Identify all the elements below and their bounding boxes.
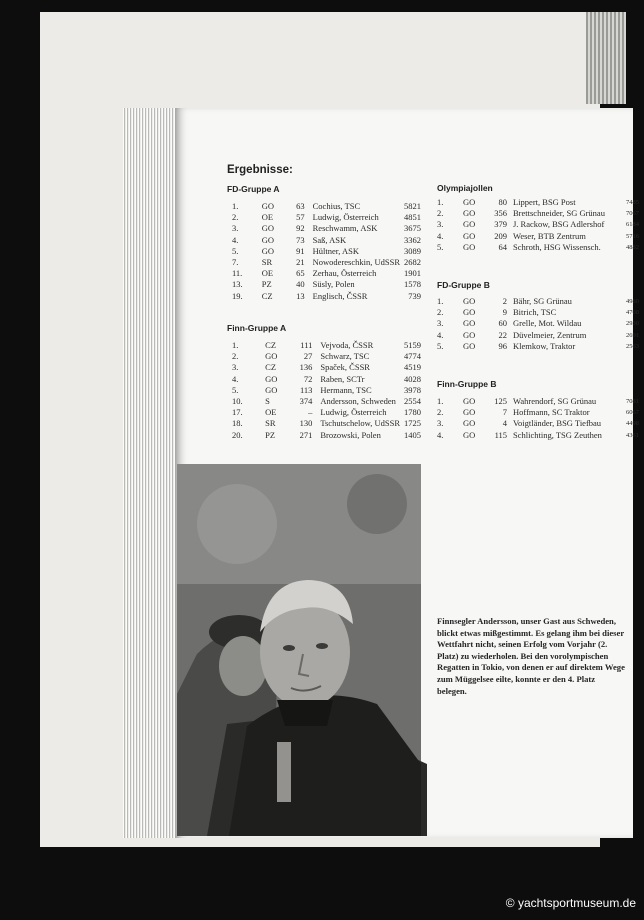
result-pts: 5159 [404, 340, 421, 350]
result-name: Saß, ASK [312, 234, 347, 245]
table-row [230, 430, 423, 441]
table-row [435, 407, 641, 418]
result-name: Reschwamm, ASK [312, 223, 378, 234]
result-num: 40 [296, 279, 305, 290]
table-row [435, 208, 641, 219]
result-nat: GO [463, 329, 476, 340]
result-name: Süsly, Polen [312, 279, 355, 290]
result-num: 27 [303, 351, 313, 362]
result-nat: GO [463, 208, 476, 219]
result-rank: 1. [232, 201, 239, 211]
result-pts: 1405 [404, 429, 421, 440]
result-nat: GO [463, 197, 476, 207]
result-rank: 4. [437, 230, 444, 241]
result-pts: 4708 [626, 309, 639, 317]
table-row [230, 385, 423, 396]
result-name: Hültner, ASK [312, 245, 360, 256]
result-pts: 4774 [404, 351, 421, 362]
result-nat: GO [463, 241, 476, 252]
result-num: 13 [296, 290, 305, 301]
result-rank: 11. [232, 268, 243, 279]
result-nat: GO [463, 230, 476, 241]
result-rank: 5. [232, 245, 239, 256]
result-rank: 1. [232, 340, 239, 350]
result-nat: GO [261, 245, 275, 256]
result-rank: 1. [437, 296, 444, 306]
result-pts: 2930 [626, 320, 639, 328]
result-rank: 4. [232, 373, 239, 384]
table-fd-gruppe-a [230, 201, 423, 302]
table-row [230, 418, 423, 429]
result-nat: GO [463, 407, 476, 418]
result-num: 136 [299, 362, 313, 373]
result-name: Hoffmann, SC Traktor [513, 407, 590, 418]
result-pts: 1578 [404, 279, 421, 290]
result-num: 73 [296, 234, 305, 245]
result-nat: PZ [265, 429, 276, 440]
result-nat: GO [265, 373, 278, 384]
result-rank: 20. [232, 429, 243, 440]
result-name: Englisch, ČSSR [312, 290, 368, 301]
result-nat: OE [261, 212, 274, 223]
result-name: Ludwig, Österreich [312, 212, 379, 223]
result-nat: GO [265, 351, 278, 362]
result-rank: 1. [437, 197, 444, 207]
result-rank: 3. [232, 362, 239, 373]
result-name: Schlichting, TSG Zeuthen [513, 429, 602, 440]
result-num: 125 [494, 396, 507, 406]
result-rank: 2. [437, 307, 444, 318]
heading-finn-gruppe-a: Finn-Gruppe A [227, 323, 287, 333]
result-name: Vejvoda, ČSSR [320, 340, 374, 350]
result-nat: GO [261, 223, 275, 234]
table-olympiajollen [435, 197, 641, 253]
result-rank: 5. [437, 241, 444, 252]
result-name: Ludwig, Österreich [320, 407, 387, 418]
result-num: 7 [502, 407, 507, 418]
result-pts: 2563 [626, 342, 639, 350]
result-name: Nowodereschkin, UdSSR [312, 257, 400, 268]
result-nat: PZ [261, 279, 272, 290]
result-pts: 4361 [626, 431, 639, 439]
table-row [230, 396, 423, 407]
result-nat: OE [265, 407, 277, 418]
binder-strip [586, 12, 626, 104]
result-pts: 7485 [626, 199, 639, 206]
result-name: Weser, BTB Zentrum [513, 230, 586, 241]
result-rank: 13. [232, 279, 243, 290]
result-nat: SR [265, 418, 276, 429]
result-name: Brozowski, Polen [320, 429, 381, 440]
result-rank: 19. [232, 290, 243, 301]
result-num: 63 [296, 201, 305, 211]
result-pts: 3362 [404, 234, 421, 245]
book-page [175, 108, 639, 838]
result-rank: 4. [232, 234, 239, 245]
result-nat: CZ [261, 290, 273, 301]
result-pts: 4519 [404, 362, 421, 373]
result-rank: 3. [437, 418, 444, 429]
table-row [435, 396, 641, 407]
table-row [230, 351, 423, 362]
table-row [230, 201, 423, 212]
table-row [435, 296, 641, 307]
result-name: Lippert, BSG Post [513, 197, 576, 207]
result-num: 60 [498, 318, 507, 329]
result-rank: 2. [437, 208, 444, 219]
heading-finn-gruppe-b: Finn-Gruppe B [437, 379, 497, 389]
result-name: Raben, SCTr [320, 373, 365, 384]
result-rank: 5. [437, 340, 444, 351]
table-row [230, 268, 423, 279]
result-num: 96 [498, 340, 507, 351]
result-name: Brettschneider, SG Grünau [513, 208, 605, 219]
result-num: – [308, 407, 313, 418]
heading-olympiajollen: Olympiajollen [437, 183, 493, 193]
result-nat: GO [463, 429, 476, 440]
table-finn-gruppe-a [230, 340, 423, 441]
table-row [435, 231, 641, 242]
table-row [435, 341, 641, 352]
result-nat: GO [463, 340, 476, 351]
result-rank: 2. [437, 407, 444, 418]
result-nat: GO [463, 296, 476, 306]
table-row [435, 197, 641, 208]
result-rank: 5. [232, 384, 239, 395]
result-pts: 5821 [404, 201, 421, 211]
result-pts: 2682 [404, 257, 421, 268]
watermark: © yachtsportmuseum.de [505, 896, 636, 910]
result-nat: CZ [265, 340, 277, 350]
result-pts: 7067 [626, 210, 639, 218]
page-title: Ergebnisse: [227, 164, 293, 176]
result-rank: 17. [232, 407, 243, 418]
result-rank: 2. [232, 212, 239, 223]
photo-andersson [177, 464, 421, 836]
result-num: 356 [494, 208, 507, 219]
result-num: 57 [296, 212, 305, 223]
table-fd-gruppe-b [435, 296, 641, 352]
result-nat: GO [463, 418, 476, 429]
result-num: 130 [299, 418, 313, 429]
result-pts: 7081 [626, 398, 639, 405]
result-name: Zerhau, Österreich [312, 268, 377, 279]
result-pts: 6067 [626, 409, 639, 417]
result-num: 91 [296, 245, 305, 256]
result-name: Schwarz, TSC [320, 351, 370, 362]
table-row [435, 418, 641, 429]
result-nat: CZ [265, 362, 277, 373]
result-num: 65 [296, 268, 305, 279]
result-nat: GO [261, 201, 275, 211]
result-num: 111 [300, 340, 313, 350]
result-name: Voigtländer, BSG Tiefbau [513, 418, 602, 429]
result-nat: GO [463, 396, 476, 406]
result-num: 4 [502, 418, 507, 429]
table-row [435, 219, 641, 230]
result-rank: 2. [232, 351, 239, 362]
table-row [230, 246, 423, 257]
result-nat: GO [265, 384, 278, 395]
result-num: 92 [296, 223, 305, 234]
result-name: Klemkow, Traktor [513, 340, 576, 351]
result-name: Hermann, TSC [320, 384, 372, 395]
result-name: Andersson, Schweden [320, 396, 396, 407]
table-row [435, 430, 641, 441]
result-pts: 2554 [404, 396, 421, 407]
page-edges [123, 108, 175, 838]
table-row [230, 362, 423, 373]
result-num: 374 [299, 396, 313, 407]
result-rank: 4. [437, 329, 444, 340]
table-row [230, 407, 423, 418]
result-name: Schroth, HSG Wissensch. [513, 241, 601, 252]
table-row [230, 291, 423, 302]
table-row [230, 279, 423, 290]
result-num: 2 [502, 296, 507, 306]
table-row [230, 340, 423, 351]
heading-fd-gruppe-b: FD-Gruppe B [437, 280, 490, 290]
result-pts: 1780 [404, 407, 421, 418]
result-name: Bitrich, TSC [513, 307, 557, 318]
result-num: 113 [299, 384, 313, 395]
table-finn-gruppe-b [435, 396, 641, 441]
result-num: 64 [498, 241, 507, 252]
result-nat: S [265, 396, 270, 407]
table-row [435, 330, 641, 341]
result-pts: 4882 [626, 243, 639, 251]
result-pts: 5716 [626, 232, 639, 240]
result-nat: GO [261, 234, 275, 245]
result-name: Cochius, TSC [312, 201, 361, 211]
result-num: 271 [299, 429, 313, 440]
result-num: 72 [303, 373, 313, 384]
table-row [230, 257, 423, 268]
result-name: Wahrendorf, SG Grünau [513, 396, 597, 406]
result-name: Bähr, SG Grünau [513, 296, 572, 306]
result-num: 80 [498, 197, 507, 207]
result-num: 209 [494, 230, 507, 241]
result-rank: 18. [232, 418, 243, 429]
result-pts: 3089 [404, 245, 421, 256]
result-rank: 1. [437, 396, 444, 406]
result-pts: 4498 [626, 420, 639, 428]
result-nat: GO [463, 318, 476, 329]
result-nat: SR [261, 257, 273, 268]
result-rank: 10. [232, 396, 243, 407]
result-nat: GO [463, 307, 476, 318]
result-num: 115 [494, 429, 507, 440]
result-name: Grelle, Mot. Wildau [513, 318, 582, 329]
result-rank: 3. [437, 219, 444, 230]
result-rank: 3. [232, 223, 239, 234]
table-row [230, 212, 423, 223]
photo-caption: Finnsegler Andersson, unser Gast aus Schweden, blickt etwas mißgestimmt. Es gelang ihm bei dieser Wettfahrt nicht, seinen Erfolg vom Vorjahr (2. Platz) zu wiederholen. Bei den vorolympischen Regatten in Tokio, von denen er auf direktem Wege zum Müggelsee eilte, konnte er den 4. Platz belegen. [437, 616, 625, 696]
photo-illustration [177, 464, 421, 836]
result-pts: 1901 [404, 268, 421, 279]
result-rank: 3. [437, 318, 444, 329]
table-row [230, 235, 423, 246]
result-pts: 3675 [404, 223, 421, 234]
result-rank: 4. [437, 429, 444, 440]
result-pts: 739 [408, 290, 421, 301]
result-nat: GO [463, 219, 476, 230]
result-rank: 7. [232, 257, 239, 268]
result-num: 22 [498, 329, 507, 340]
result-pts: 4851 [404, 212, 421, 223]
table-row [230, 374, 423, 385]
result-num: 9 [502, 307, 507, 318]
table-row [230, 223, 423, 234]
result-name: Spaček, ČSSR [320, 362, 370, 373]
result-num: 21 [296, 257, 305, 268]
table-row [435, 307, 641, 318]
result-pts: 4980 [626, 298, 639, 305]
result-pts: 1725 [404, 418, 421, 429]
result-num: 379 [494, 219, 507, 230]
result-pts: 2691 [626, 331, 639, 339]
result-pts: 4028 [404, 373, 421, 384]
result-pts: 6184 [626, 221, 639, 229]
table-row [435, 242, 641, 253]
result-nat: OE [261, 268, 274, 279]
table-row [435, 318, 641, 329]
result-name: J. Rackow, BSG Adlershof [513, 219, 605, 230]
result-name: Düvelmeier, Zentrum [513, 329, 587, 340]
result-pts: 3978 [404, 384, 421, 395]
heading-fd-gruppe-a: FD-Gruppe A [227, 184, 280, 194]
result-name: Tschutschelow, UdSSR [320, 418, 400, 429]
